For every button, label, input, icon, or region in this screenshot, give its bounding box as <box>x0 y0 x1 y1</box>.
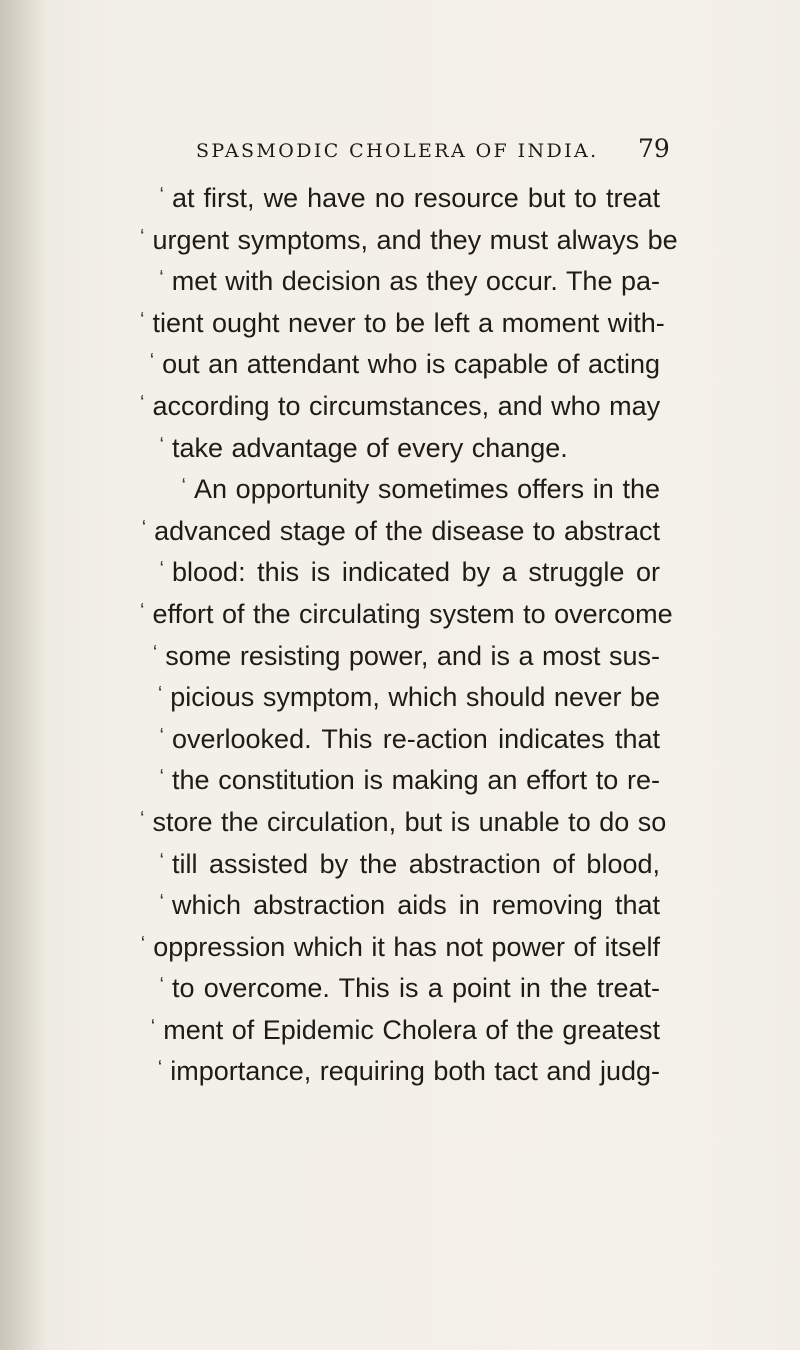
text-line <box>140 598 673 641</box>
quote-mark: ‘ <box>149 350 155 373</box>
text-line <box>140 557 660 599</box>
line-text: the constitution is making an effort to re- <box>172 765 660 796</box>
line-text: which abstraction aids in removing that <box>172 890 660 921</box>
quote-mark: ‘ <box>140 391 145 414</box>
quote-mark: ‘ <box>181 475 186 498</box>
text-line <box>140 682 660 724</box>
text-line <box>140 765 660 807</box>
line-text: some resisting power, and is a most sus- <box>165 640 660 671</box>
quote-mark: ‘ <box>159 184 164 206</box>
text-line <box>140 433 660 475</box>
text-line <box>140 973 660 1015</box>
text-line <box>140 1056 660 1098</box>
line-text: take advantage of every change. <box>172 432 568 463</box>
page-number: 79 <box>638 134 670 163</box>
text-line <box>140 1015 660 1057</box>
text-line <box>140 307 665 350</box>
quote-mark: ‘ <box>159 891 164 914</box>
line-text: out an attendant who is capable of acting <box>162 349 660 380</box>
line-text: blood: this is indicated by a struggle or <box>172 557 660 588</box>
line-text: to overcome. This is a point in the treat- <box>172 973 660 1004</box>
quote-mark: ‘ <box>150 1015 156 1038</box>
line-text: overlooked. This re-action indicates that <box>172 723 660 754</box>
line-text: till assisted by the abstraction of blood, <box>172 848 660 879</box>
quote-mark: ‘ <box>159 849 164 872</box>
quote-mark: ‘ <box>159 558 164 581</box>
text-line <box>140 724 660 766</box>
quote-mark: ‘ <box>159 724 164 747</box>
quote-mark: ‘ <box>140 225 145 248</box>
quote-mark: ‘ <box>140 308 145 331</box>
quote-mark: ‘ <box>157 683 163 706</box>
text-line <box>140 266 660 308</box>
line-text: An opportunity sometimes offers in the <box>194 474 660 505</box>
line-text: store the circulation, but is unable to do so <box>152 806 667 837</box>
text-line <box>140 391 660 433</box>
quote-mark: ‘ <box>159 433 164 456</box>
line-text: at first, we have no resource but to treat <box>172 183 660 213</box>
quote-mark: ‘ <box>141 516 147 539</box>
quote-mark: ‘ <box>152 641 158 664</box>
line-text: oppression which it has not power of itself <box>153 931 660 962</box>
quote-mark: ‘ <box>157 1057 163 1080</box>
line-text: advanced stage of the disease to abstract <box>154 515 660 546</box>
line-text: picious symptom, which should never be <box>170 682 660 713</box>
text-line <box>140 641 660 683</box>
line-text: tient ought never to be left a moment with- <box>152 307 665 338</box>
line-text: urgent symptoms, and they must always be <box>152 224 678 255</box>
page-header <box>0 134 800 180</box>
quote-mark: ‘ <box>140 932 146 955</box>
quote-mark: ‘ <box>140 599 145 622</box>
text-line <box>140 183 660 225</box>
line-text: ment of Epidemic Cholera of the greatest <box>163 1014 660 1045</box>
quote-mark: ‘ <box>140 807 145 830</box>
line-text: met with decision as they occur. The pa- <box>171 266 660 297</box>
line-text: importance, requiring both tact and judg- <box>170 1056 660 1087</box>
quote-mark: ‘ <box>159 766 164 789</box>
text-line <box>140 932 660 974</box>
binding-gutter-shadow <box>0 0 48 1350</box>
line-text: effort of the circulating system to overcome <box>152 598 673 629</box>
text-line <box>140 849 660 891</box>
text-line <box>140 516 660 558</box>
text-line <box>140 224 678 267</box>
quote-mark: ‘ <box>159 974 164 997</box>
quote-mark: ‘ <box>159 267 164 290</box>
text-line <box>140 349 660 391</box>
body-text <box>140 183 678 1098</box>
line-text: according to circumstances, and who may <box>152 390 661 421</box>
running-head: SPASMODIC CHOLERA OF INDIA. <box>196 140 599 162</box>
text-line <box>140 474 660 516</box>
text-line <box>140 890 660 932</box>
text-line <box>140 806 667 849</box>
